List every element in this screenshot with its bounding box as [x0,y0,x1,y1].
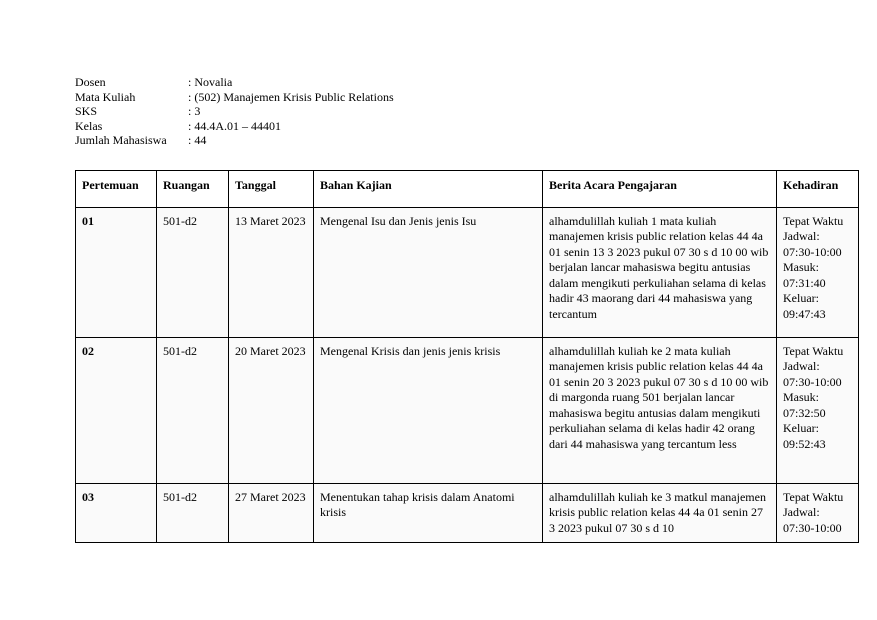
table-row [76,483,859,542]
keluar-label: Keluar: [783,421,819,435]
cell-kehadiran [777,337,859,483]
masuk-label: Masuk: [783,260,819,274]
cell-pertemuan: 01 [76,207,157,337]
dosen-label: Dosen [75,75,106,89]
cell-kehadiran [777,483,859,542]
cell-ruangan: 501-d2 [157,337,229,483]
kehadiran-status: Tepat Waktu [783,213,844,228]
dosen-value: : Novalia [188,75,233,89]
table-row [76,337,859,483]
kehadiran-status: Tepat Waktu [783,343,844,358]
kelas-value: : 44.4A.01 – 44401 [188,118,281,133]
cell-kehadiran [777,207,859,337]
sks-value: : 3 [188,104,201,118]
jumlah-row [75,133,394,148]
masuk-value: 07:32:50 [783,405,826,420]
masuk-label: Masuk: [783,390,819,404]
col-header-pertemuan: Pertemuan [76,171,157,208]
course-info [75,75,394,148]
table-row [76,207,859,337]
jadwal-value: 07:30-10:00 [783,374,842,389]
cell-bahan-kajian: Menentukan tahap krisis dalam Anatomi krisis [314,483,543,542]
cell-ruangan: 501-d2 [157,483,229,542]
cell-tanggal: 20 Maret 2023 [229,337,314,483]
masuk-value: 07:31:40 [783,275,826,290]
kelas-label: Kelas [75,118,103,133]
cell-tanggal: 13 Maret 2023 [229,207,314,337]
sks-row [75,104,394,119]
cell-bahan-kajian: Mengenal Isu dan Jenis jenis Isu [314,207,543,337]
table-header-row [76,171,859,208]
keluar-value: 09:52:43 [783,436,826,451]
col-header-bahan-kajian: Bahan Kajian [314,171,543,208]
cell-pertemuan: 02 [76,337,157,483]
matkul-value: : (502) Manajemen Krisis Public Relations [188,89,394,104]
jadwal-value: 07:30-10:00 [783,520,842,535]
kehadiran-status: Tepat Waktu [783,489,844,504]
keluar-value: 09:47:43 [783,306,826,321]
dosen-row [75,75,394,90]
jadwal-value: 07:30-10:00 [783,244,842,259]
jadwal-label: Jadwal: [783,359,820,373]
jumlah-label: Jumlah Mahasiswa [75,133,167,147]
col-header-kehadiran: Kehadiran [777,171,859,208]
col-header-ruangan: Ruangan [157,171,229,208]
berita-acara-text: alhamdulillah kuliah ke 3 matkul manajemen krisis public relation kelas 44 4a 01 senin 27 3 2023 pukul 07 30 s d 10 [549,489,766,535]
cell-berita-acara: alhamdulillah kuliah 1 mata kuliah manajemen krisis public relation kelas 44 4a 01 senin 13 3 2023 pukul 07 30 s d 10 00 wib berjalan lancar mahasiswa begitu antusias dalam mengikuti perkuliahan selama di kelas hadir 43 maorang dari 44 mahasiswa yang tercantum [543,207,777,337]
cell-pertemuan: 03 [76,483,157,542]
cell-ruangan: 501-d2 [157,207,229,337]
cell-berita-acara [543,483,777,542]
attendance-table [75,170,859,543]
cell-tanggal: 27 Maret 2023 [229,483,314,542]
matkul-row [75,90,394,105]
kelas-row [75,119,394,134]
keluar-label: Keluar: [783,291,819,305]
cell-bahan-kajian: Mengenal Krisis dan jenis jenis krisis [314,337,543,483]
sks-label: SKS [75,104,98,118]
jadwal-label: Jadwal: [783,505,820,519]
jadwal-label: Jadwal: [783,229,820,243]
col-header-tanggal: Tanggal [229,171,314,208]
col-header-berita-acara: Berita Acara Pengajaran [543,171,777,208]
jumlah-value: : 44 [188,133,207,147]
matkul-label: Mata Kuliah [75,89,136,104]
cell-berita-acara: alhamdulillah kuliah ke 2 mata kuliah manajemen krisis public relation kelas 44 4a 01 senin 20 3 2023 pukul 07 30 s d 10 00 wib di margonda ruang 501 berjalan lancar mahasiswa begitu antusias dalam mengikuti perkuliahan selama di kelas hadir 42 orang dari 44 mahasiswa yang tercantum less [543,337,777,483]
